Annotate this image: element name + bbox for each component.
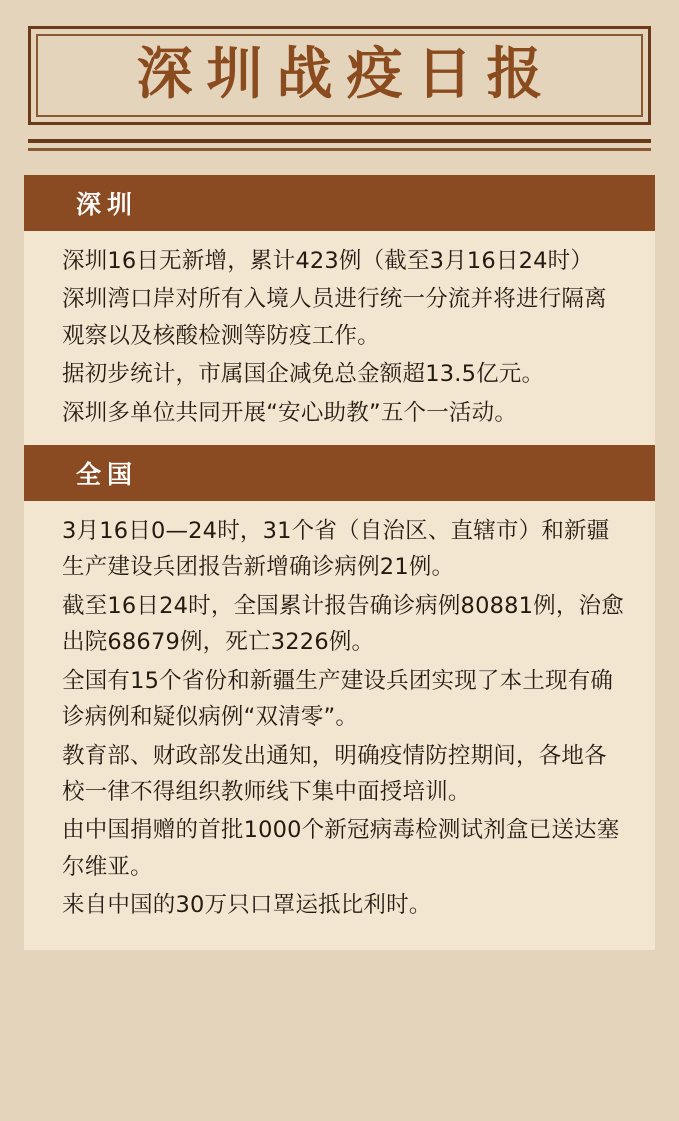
title-frame-outer [28,26,651,125]
divider-thin [28,148,651,151]
list-item: 深圳多单位共同开展“安心助教”五个一活动。 [62,399,518,426]
header-divider [28,139,651,151]
list-item: 教育部、财政部发出通知，明确疫情防控期间，各地各校一律不得组织教师线下集中面授培训。 [62,742,607,806]
list-item: 全国有15个省份和新疆生产建设兵团实现了本土现有确诊病例和疑似病例“双清零”。 [62,667,614,731]
content-card [24,175,655,950]
poster-header [0,0,679,151]
section-heading-national: 全国 [24,445,655,501]
list-item: 由中国捐赠的首批1000个新冠病毒检测试剂盒已送达塞尔维亚。 [62,817,620,880]
section-body-national [24,501,655,950]
section-body-shenzhen [24,231,655,445]
list-item: 深圳16日无新增，累计423例（截至3月16日24时） [62,247,594,274]
section-heading-shenzhen: 深圳 [24,175,655,231]
list-item: 深圳湾口岸对所有入境人员进行统一分流并将进行隔离观察以及核酸检测等防疫工作。 [62,286,607,349]
list-item: 3月16日0—24时，31个省（自治区、直辖市）和新疆生产建设兵团报告新增确诊病例21例。 [62,517,610,581]
title-frame-inner [36,34,643,117]
divider-thick [28,139,651,143]
list-item: 来自中国的30万只口罩运抵比利时。 [62,892,432,919]
list-item: 据初步统计，市属国企减免总金额超13.5亿元。 [62,361,545,388]
list-item: 截至16日24时，全国累计报告确诊病例80881例，治愈出院68679例，死亡3226例。 [62,592,624,656]
page-title: 深圳战疫日报 [136,42,557,107]
bottom-spacer [0,950,679,976]
